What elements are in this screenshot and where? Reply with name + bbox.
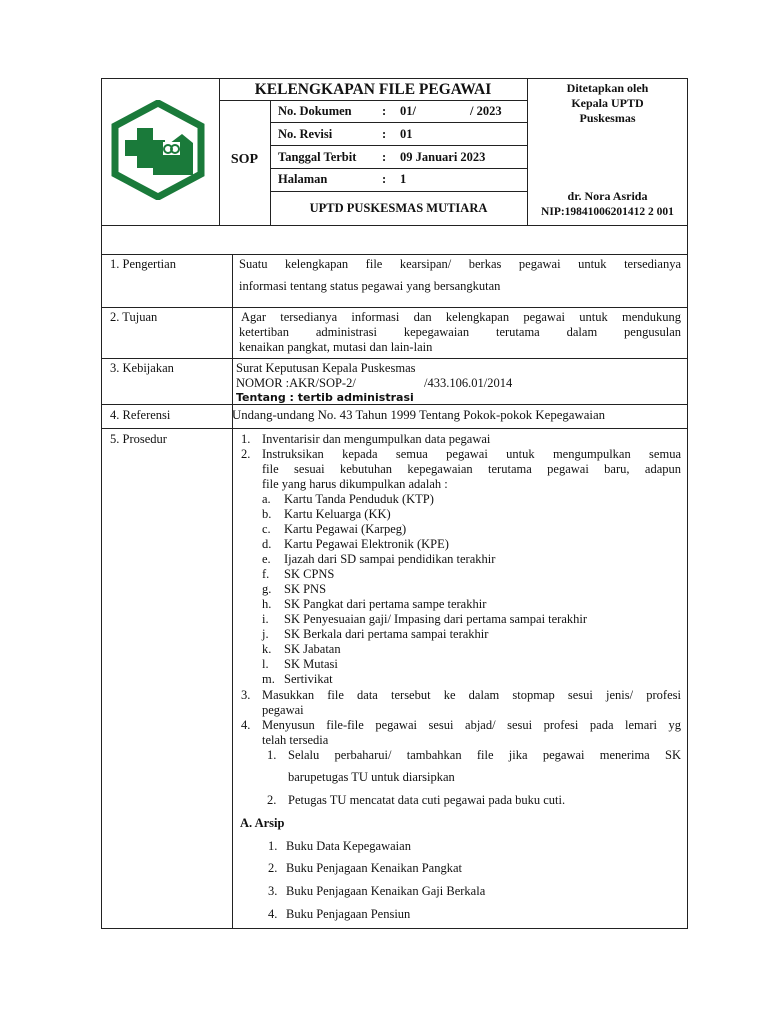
document-title: KELENGKAPAN FILE PEGAWAI bbox=[254, 81, 492, 98]
file-item-letter: j. bbox=[262, 627, 269, 641]
file-item-letter: b. bbox=[262, 507, 272, 521]
file-item-letter: m. bbox=[262, 672, 275, 686]
table-border-right bbox=[687, 78, 688, 928]
tujuan-line-2: ketertiban administrasi kepegawaian terutama dalam pengusulan bbox=[239, 325, 681, 339]
file-item: Kartu Pegawai (Karpeg) bbox=[284, 522, 407, 536]
arsip-item: Buku Penjagaan Kenaikan Pangkat bbox=[286, 861, 462, 875]
table-border-top bbox=[101, 78, 688, 79]
file-item: SK Pangkat dari pertama sampe terakhir bbox=[284, 597, 487, 611]
section-label-tujuan: 2. Tujuan bbox=[110, 310, 158, 324]
header-bottom-border bbox=[101, 225, 688, 226]
approval-line-3: Puskesmas bbox=[579, 111, 636, 125]
file-item-letter: f. bbox=[262, 567, 270, 581]
step-4-line-2: telah tersedia bbox=[262, 733, 329, 747]
sub-item-1-line-1: Selalu perbaharui/ tambahkan file jika pegawai menerima SK bbox=[288, 748, 681, 762]
sub-item-number: 1. bbox=[267, 748, 277, 762]
file-item: Kartu Tanda Penduduk (KTP) bbox=[284, 492, 434, 506]
step-4-line-1: Menyusun file-file pegawai sesui abjad/ sesui profesi pada lemari yg bbox=[262, 718, 681, 732]
file-item: Kartu Keluarga (KK) bbox=[284, 507, 391, 521]
approval-line-1: Ditetapkan oleh bbox=[566, 81, 649, 95]
org-name: UPTD PUSKESMAS MUTIARA bbox=[309, 201, 488, 215]
arsip-item-number: 1. bbox=[268, 839, 278, 853]
meta-value-halaman: 1 bbox=[400, 172, 407, 186]
puskesmas-logo-icon bbox=[108, 100, 208, 200]
arsip-item: Buku Data Kepegawaian bbox=[286, 839, 411, 853]
file-item-letter: e. bbox=[262, 552, 271, 566]
pengertian-line-2: informasi tentang status pegawai yang bersangkutan bbox=[239, 279, 501, 293]
step-1-text: Inventarisir dan mengumpulkan data pegawai bbox=[262, 432, 491, 446]
meta-colon: : bbox=[382, 172, 387, 186]
file-item: SK Jabatan bbox=[284, 642, 341, 656]
meta-colon: : bbox=[382, 150, 387, 164]
file-item-letter: d. bbox=[262, 537, 272, 551]
file-item: Sertivikat bbox=[284, 672, 333, 686]
title-row-border bbox=[219, 100, 527, 101]
step-2-line-2: file sesuai kebutuhan kepegawaian terutama pegawai baru, adapun bbox=[262, 462, 681, 476]
kebijakan-nomor-suffix: /433.106.01/2014 bbox=[424, 376, 513, 390]
file-item: SK Berkala dari pertama sampai terakhir bbox=[284, 627, 489, 641]
meta-label-no-dokumen: No. Dokumen bbox=[278, 104, 352, 118]
meta-label-halaman: Halaman bbox=[278, 172, 328, 186]
file-item-letter: l. bbox=[262, 657, 269, 671]
section-label-pengertian: 1. Pengertian bbox=[110, 257, 176, 271]
file-item: Ijazah dari SD sampai pendidikan terakhir bbox=[284, 552, 496, 566]
file-item-letter: i. bbox=[262, 612, 269, 626]
kebijakan-tentang: Tentang : tertib administrasi bbox=[236, 391, 414, 404]
arsip-heading: A. Arsip bbox=[240, 816, 285, 830]
step-number: 1. bbox=[241, 432, 251, 446]
step-2-line-1: Instruksikan kepada semua pegawai untuk mengumpulkan semua bbox=[262, 447, 681, 461]
meta-value-tanggal-terbit: 09 Januari 2023 bbox=[400, 150, 486, 164]
section-label-referensi: 4. Referensi bbox=[110, 408, 171, 422]
tujuan-line-1: Agar tersedianya informasi dan kelengkapan pegawai untuk mendukung bbox=[241, 310, 681, 324]
spacer-row-border bbox=[101, 254, 688, 255]
section-label-kebijakan: 3. Kebijakan bbox=[110, 361, 174, 375]
kebijakan-line-1: Surat Keputusan Kepala Puskesmas bbox=[236, 361, 416, 375]
sub-item-1-line-2: barupetugas TU untuk diarsipkan bbox=[288, 770, 455, 784]
meta-label-no-revisi: No. Revisi bbox=[278, 127, 333, 141]
file-item-letter: h. bbox=[262, 597, 272, 611]
sub-item-number: 2. bbox=[267, 793, 277, 807]
pengertian-line-1: Suatu kelengkapan file kearsipan/ berkas pegawai untuk tersedianya bbox=[239, 257, 681, 271]
arsip-item-number: 3. bbox=[268, 884, 278, 898]
referensi-line-1: Undang-undang No. 43 Tahun 1999 Tentang Pokok-pokok Kepegawaian bbox=[232, 408, 606, 422]
step-3-line-2: pegawai bbox=[262, 703, 304, 717]
step-2-line-3: file yang harus dikumpulkan adalah : bbox=[262, 477, 448, 491]
step-number: 2. bbox=[241, 447, 251, 461]
signer-name: dr. Nora Asrida bbox=[567, 189, 648, 203]
file-item-letter: k. bbox=[262, 642, 272, 656]
sub-item-2-text: Petugas TU mencatat data cuti pegawai pada buku cuti. bbox=[288, 793, 566, 807]
arsip-item-number: 2. bbox=[268, 861, 278, 875]
step-number: 3. bbox=[241, 688, 251, 702]
file-item: SK Penyesuaian gaji/ Impasing dari pertama sampai terakhir bbox=[284, 612, 588, 626]
meta-colon: : bbox=[382, 127, 387, 141]
meta-value-no-dokumen: 01/ bbox=[400, 104, 416, 118]
file-item-letter: g. bbox=[262, 582, 272, 596]
arsip-item: Buku Penjagaan Pensiun bbox=[286, 907, 411, 921]
meta-value-no-dokumen-year: / 2023 bbox=[470, 104, 502, 118]
arsip-item: Buku Penjagaan Kenaikan Gaji Berkala bbox=[286, 884, 486, 898]
file-item-letter: a. bbox=[262, 492, 271, 506]
file-item-letter: c. bbox=[262, 522, 271, 536]
file-item: Kartu Pegawai Elektronik (KPE) bbox=[284, 537, 449, 551]
approval-line-2: Kepala UPTD bbox=[571, 96, 644, 110]
signer-nip: NIP:19841006201412 2 001 bbox=[541, 206, 674, 218]
section-label-prosedur: 5. Prosedur bbox=[110, 432, 167, 446]
meta-label-tanggal-terbit: Tanggal Terbit bbox=[278, 150, 357, 164]
step-3-line-1: Masukkan file data tersebut ke dalam stopmap sesui jenis/ profesi bbox=[262, 688, 681, 702]
tujuan-line-3: kenaikan pangkat, mutasi dan lain-lain bbox=[239, 340, 433, 354]
file-item: SK CPNS bbox=[284, 567, 335, 581]
table-border-left bbox=[101, 78, 102, 928]
file-item: SK Mutasi bbox=[284, 657, 338, 671]
body-column-divider bbox=[232, 254, 233, 928]
meta-value-no-revisi: 01 bbox=[400, 127, 413, 141]
file-item: SK PNS bbox=[284, 582, 327, 596]
arsip-item-number: 4. bbox=[268, 907, 278, 921]
meta-colon: : bbox=[382, 104, 387, 118]
table-border-bottom bbox=[101, 928, 688, 929]
step-number: 4. bbox=[241, 718, 251, 732]
kebijakan-nomor: NOMOR :AKR/SOP-2/ bbox=[236, 376, 356, 390]
sop-label: SOP bbox=[230, 152, 259, 167]
